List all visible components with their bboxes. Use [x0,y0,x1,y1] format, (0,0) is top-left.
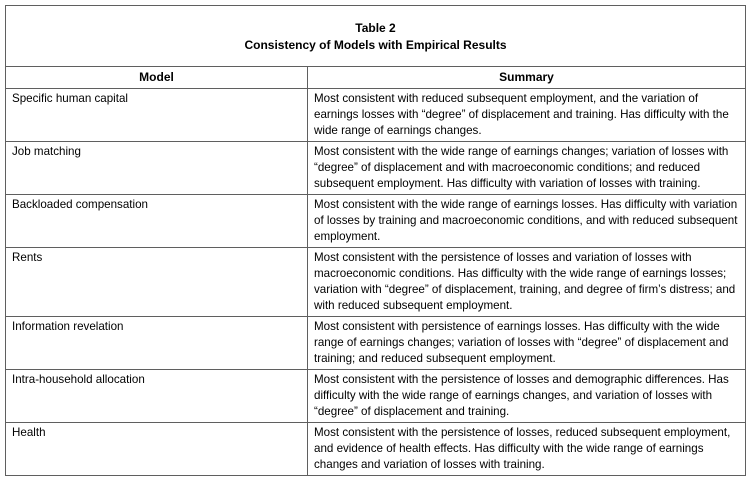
title-row [6,6,746,67]
model-cell: Health [6,423,308,476]
model-cell: Specific human capital [6,89,308,142]
model-cell: Intra-household allocation [6,370,308,423]
summary-cell: Most consistent with the persistence of losses and demographic differences. Has difficulty with the wide range of earnings changes, and variation of losses with “degree” of displacement and training. [308,370,746,423]
table-row [6,142,746,195]
column-header-summary: Summary [308,67,746,89]
summary-cell: Most consistent with the wide range of earnings changes; variation of losses with “degree” of displacement and with macroeconomic conditions; and reduced subsequent employment. Has difficulty with variation of losses with training. [308,142,746,195]
table-row [6,370,746,423]
summary-cell: Most consistent with the persistence of losses and variation of losses with macroeconomic conditions. Has difficulty with the wide range of earnings losses; variation with “degree” of displacement, training, and degree of firm’s distress; and with reduced subsequent employment. [308,248,746,317]
model-cell: Job matching [6,142,308,195]
table-row [6,248,746,317]
table-row [6,89,746,142]
results-table [5,5,746,476]
table-row [6,423,746,476]
column-header-model: Model [6,67,308,89]
table-caption: Consistency of Models with Empirical Results [244,38,507,52]
header-row [6,67,746,89]
table-row [6,317,746,370]
summary-cell: Most consistent with persistence of earnings losses. Has difficulty with the wide range of earnings changes; variation of losses with “degree” of displacement and training; and reduced subsequent employment. [308,317,746,370]
summary-cell: Most consistent with reduced subsequent employment, and the variation of earnings losses with “degree” of displacement and training. Has difficulty with the wide range of earnings changes. [308,89,746,142]
model-cell: Rents [6,248,308,317]
model-cell: Information revelation [6,317,308,370]
table-title-cell [6,6,746,67]
summary-cell: Most consistent with the persistence of losses, reduced subsequent employment, and evidence of health effects. Has difficulty with the wide range of earnings changes and variation of losses with training. [308,423,746,476]
table-number: Table 2 [355,21,396,35]
summary-cell: Most consistent with the wide range of earnings losses. Has difficulty with variation of losses by training and macroeconomic conditions, and with reduced subsequent employment. [308,195,746,248]
model-cell: Backloaded compensation [6,195,308,248]
table-row [6,195,746,248]
